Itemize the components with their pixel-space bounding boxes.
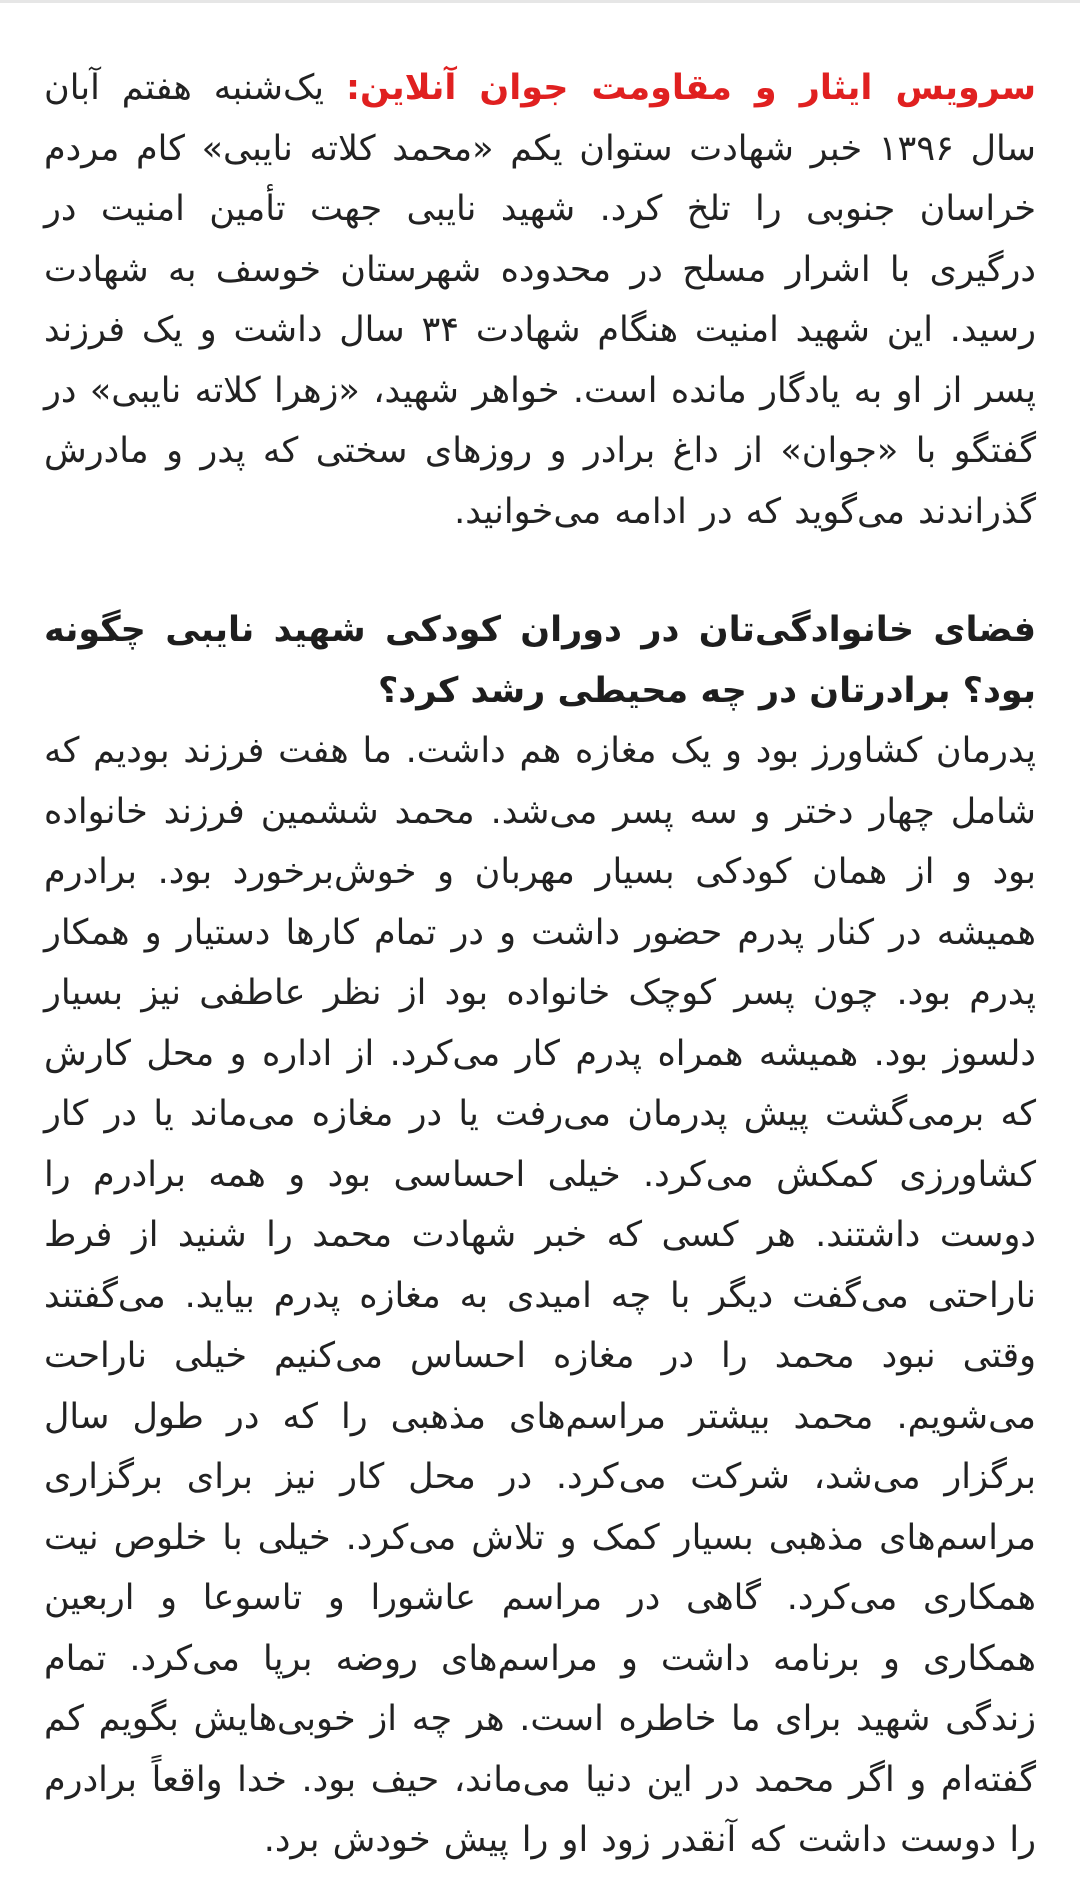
interview-answer: پدرمان کشاورز بود و یک مغازه هم داشت. ما هفت فرزند بودیم که شامل چهار دختر و سه پسر می‌شد. محمد ششمین فرزند خانواده بود و از همان کودکی بسیار مهربان و خوش‌برخورد بود. برادرم همیشه در کنار پدرم حضور داشت و در تمام کارها دستیار و همکار پدرم بود. چون پسر کوچک خانواده بود از نظر عاطفی نیز بسیار دلسوز بود. همیشه همراه پدرم کار می‌کرد. از اداره و محل کارش که برمی‌گشت پیش پدرمان می‌رفت یا در مغازه می‌ماند یا در کار کشاورزی کمکش می‌کرد. خیلی احساسی بود و همه برادرم را دوست داشتند. هر کسی که خبر شهادت محمد را شنید از فرط ناراحتی می‌گفت دیگر با چه امیدی به مغازه پدرم بیاید. می‌گفتند وقتی نبود محمد را در مغازه احساس می‌کنیم خیلی ناراحت می‌شویم. محمد بیشتر مراسم‌های مذهبی را که در طول سال برگزار می‌شد، شرکت می‌کرد. در محل کار نیز برای برگزاری مراسم‌های مذهبی بسیار کمک و تلاش می‌کرد. خیلی با خلوص نیت همکاری می‌کرد. گاهی در مراسم عاشورا و تاسوعا و اربعین همکاری و برنامه داشت و مراسم‌های روضه برپا می‌کرد. تمام زندگی شهید برای ما خاطره است. هر چه از خوبی‌هایش بگویم کم گفته‌ام و اگر محمد در این دنیا می‌ماند، حیف بود. خدا واقعاً برادرم را دوست داشت که آنقدر زود او را پیش خودش برد. bbox=[44, 731, 1036, 1860]
interview-question: فضای خانوادگی‌تان در دوران کودکی شهید نایبی چگونه بود؟ برادرتان در چه محیطی رشد کرد؟ bbox=[44, 610, 1036, 711]
lead-text: یک‌شنبه هفتم آبان سال ۱۳۹۶ خبر شهادت ستوان یکم «محمد کلاته نایبی» کام مردم خراسان جنوبی را تلخ کرد. شهید نایبی جهت تأمین امنیت در درگیری با اشرار مسلح در محدوده شهرستان خوسف به شهادت رسید. این شهید امنیت هنگام شهادت ۳۴ سال داشت و یک فرزند پسر از او به یادگار مانده است. خواهر شهید، «زهرا کلاته نایبی» در گفتگو با «جوان» از داغ برادر و روزهای سختی که پدر و مادرش گذراندند می‌گوید که در ادامه می‌خوانید. bbox=[44, 68, 1037, 532]
lead-paragraph bbox=[44, 58, 1036, 542]
source-label: سرویس ایثار و مقاومت جوان آنلاین: bbox=[346, 68, 1037, 108]
article-body bbox=[44, 58, 1036, 1871]
top-divider bbox=[0, 0, 1080, 3]
